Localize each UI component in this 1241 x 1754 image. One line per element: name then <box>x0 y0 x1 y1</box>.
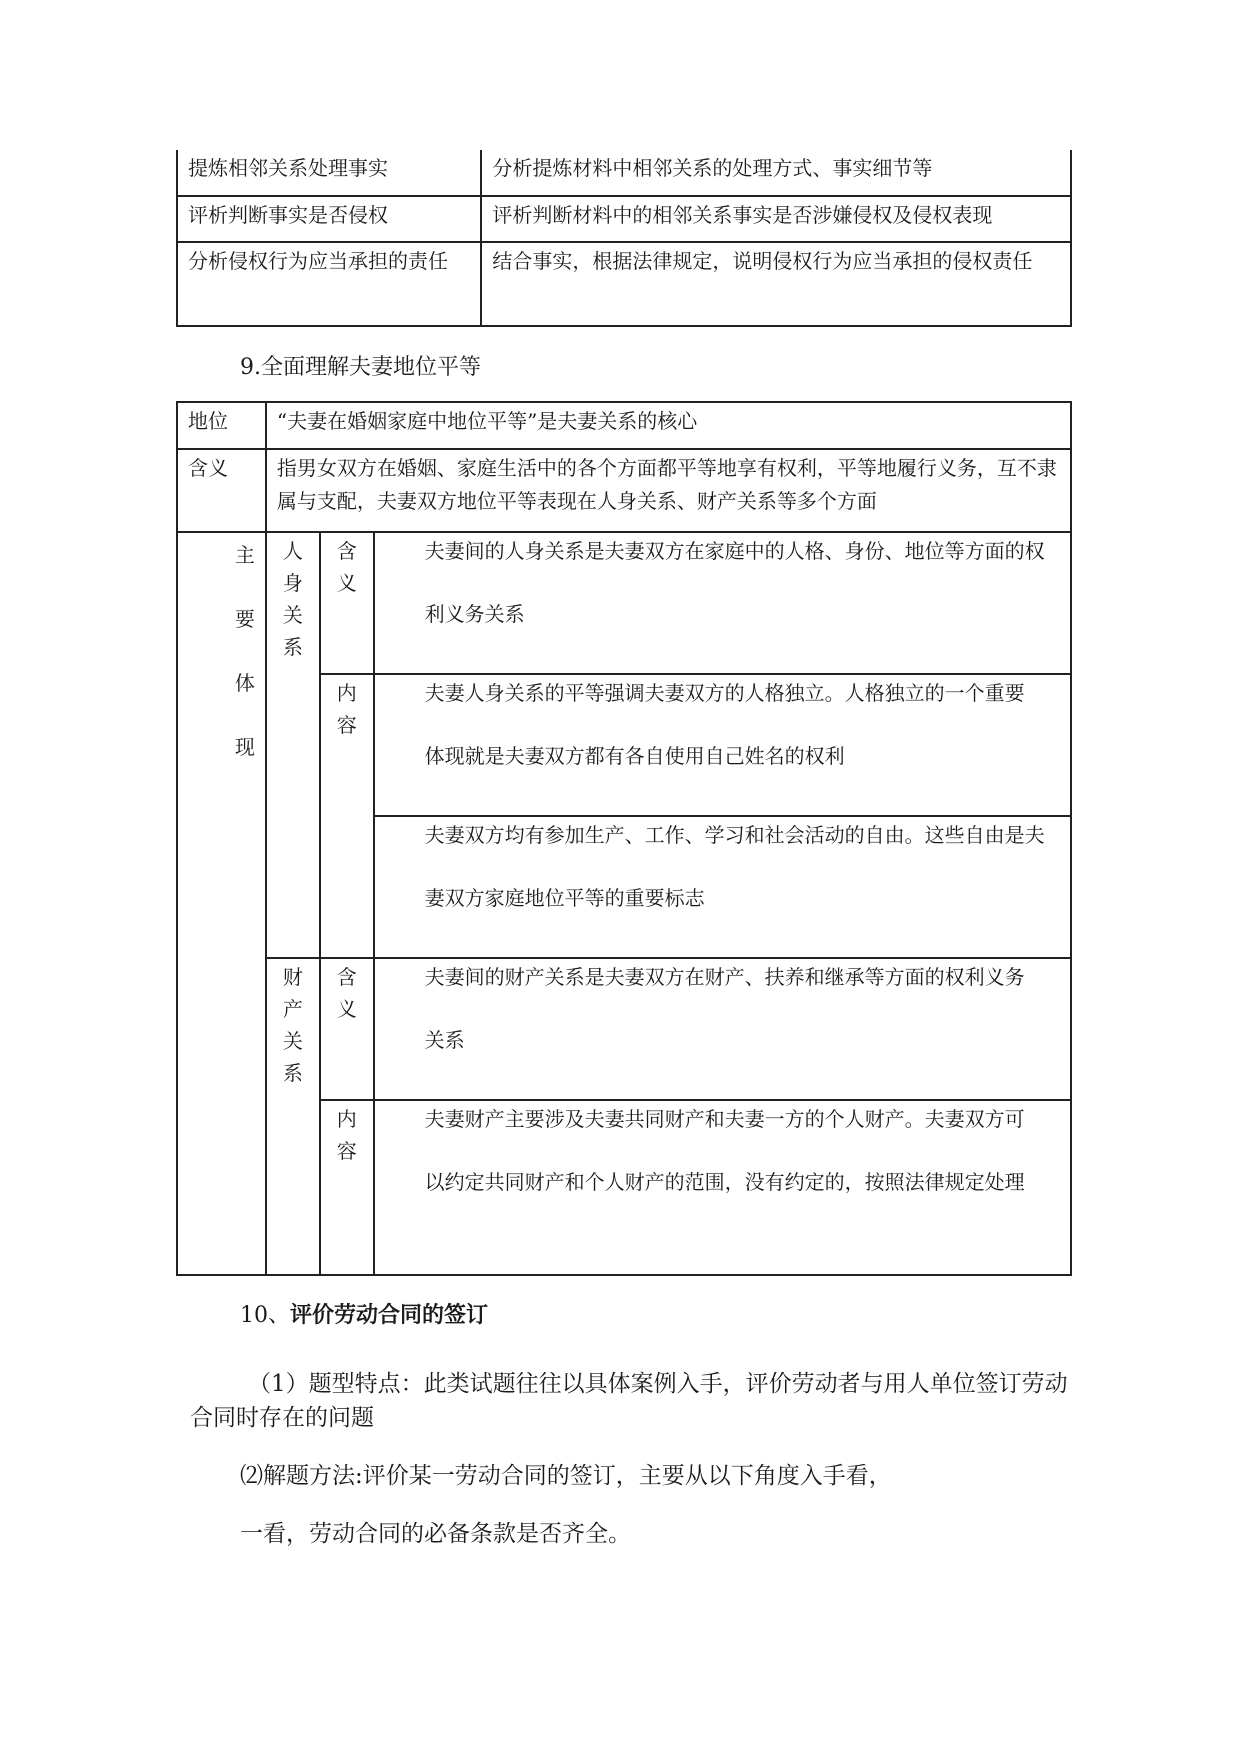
table-cell: 结合事实，根据法律规定，说明侵权行为应当承担的侵权责任 <box>481 242 1071 326</box>
table-cell: 评析判断材料中的相邻关系事实是否涉嫌侵权及侵权表现 <box>481 196 1071 242</box>
section-10-heading <box>240 1300 488 1331</box>
personal-meaning-text: 夫妻间的人身关系是夫妻双方在家庭中的人格、身份、地位等方面的权 利义务关系 <box>374 532 1071 674</box>
table-row <box>177 958 1071 1100</box>
property-meaning-label: 含 义 <box>320 958 374 1100</box>
neighbor-relations-table <box>176 150 1072 327</box>
property-meaning-text: 夫妻间的财产关系是夫妻双方在财产、扶养和继承等方面的权利义务 关系 <box>374 958 1071 1100</box>
table-row <box>177 532 1071 674</box>
table-cell: 提炼相邻关系处理事实 <box>177 150 481 196</box>
main-manifestation-label: 主 要 体 现 <box>177 532 266 1275</box>
table-row <box>177 196 1071 242</box>
first-look-paragraph: 一看，劳动合同的必备条款是否齐全。 <box>240 1521 631 1547</box>
property-relation-label: 财 产 关 系 <box>266 958 320 1275</box>
meaning-text: 指男女双方在婚姻、家庭生活中的各个方面都平等地享有权利，平等地履行义务，互不隶属与支配，夫妻双方地位平等表现在人身关系、财产关系等多个方面 <box>266 449 1071 532</box>
table-row <box>177 449 1071 532</box>
status-text: “夫妻在婚姻家庭中地位平等”是夫妻关系的核心 <box>266 402 1071 449</box>
property-content-text: 夫妻财产主要涉及夫妻共同财产和夫妻一方的个人财产。夫妻双方可 以约定共同财产和个人财产的范围，没有约定的，按照法律规定处理 <box>374 1100 1071 1275</box>
table-cell: 评析判断事实是否侵权 <box>177 196 481 242</box>
property-content-label: 内 容 <box>320 1100 374 1275</box>
table-row <box>177 150 1071 196</box>
personal-content-text-2: 夫妻双方均有参加生产、工作、学习和社会活动的自由。这些自由是夫 妻双方家庭地位平等的重要标志 <box>374 816 1071 958</box>
section-9-heading: 9.全面理解夫妻地位平等 <box>240 355 481 380</box>
meaning-label: 含义 <box>177 449 266 532</box>
personal-content-label: 内 容 <box>320 674 374 958</box>
personal-relation-label: 人 身 关 系 <box>266 532 320 958</box>
solution-method-paragraph: ⑵解题方法:评价某一劳动合同的签订，主要从以下角度入手看， <box>240 1463 892 1489</box>
section-10-number: 10、 <box>240 1303 290 1328</box>
status-label: 地位 <box>177 402 266 449</box>
personal-content-text-1: 夫妻人身关系的平等强调夫妻双方的人格独立。人格独立的一个重要 体现就是夫妻双方都有各自使用自己姓名的权利 <box>374 674 1071 816</box>
spouse-equality-table <box>176 401 1072 1276</box>
table-cell: 分析侵权行为应当承担的责任 <box>177 242 481 326</box>
table-cell: 分析提炼材料中相邻关系的处理方式、事实细节等 <box>481 150 1071 196</box>
question-type-paragraph: （1）题型特点：此类试题往往以具体案例入手，评价劳动者与用人单位签订劳动合同时存在的问题 <box>190 1371 1068 1431</box>
section-10-title: 评价劳动合同的签订 <box>290 1302 489 1328</box>
table-row <box>177 242 1071 326</box>
personal-meaning-label: 含 义 <box>320 532 374 674</box>
table-row <box>177 402 1071 449</box>
